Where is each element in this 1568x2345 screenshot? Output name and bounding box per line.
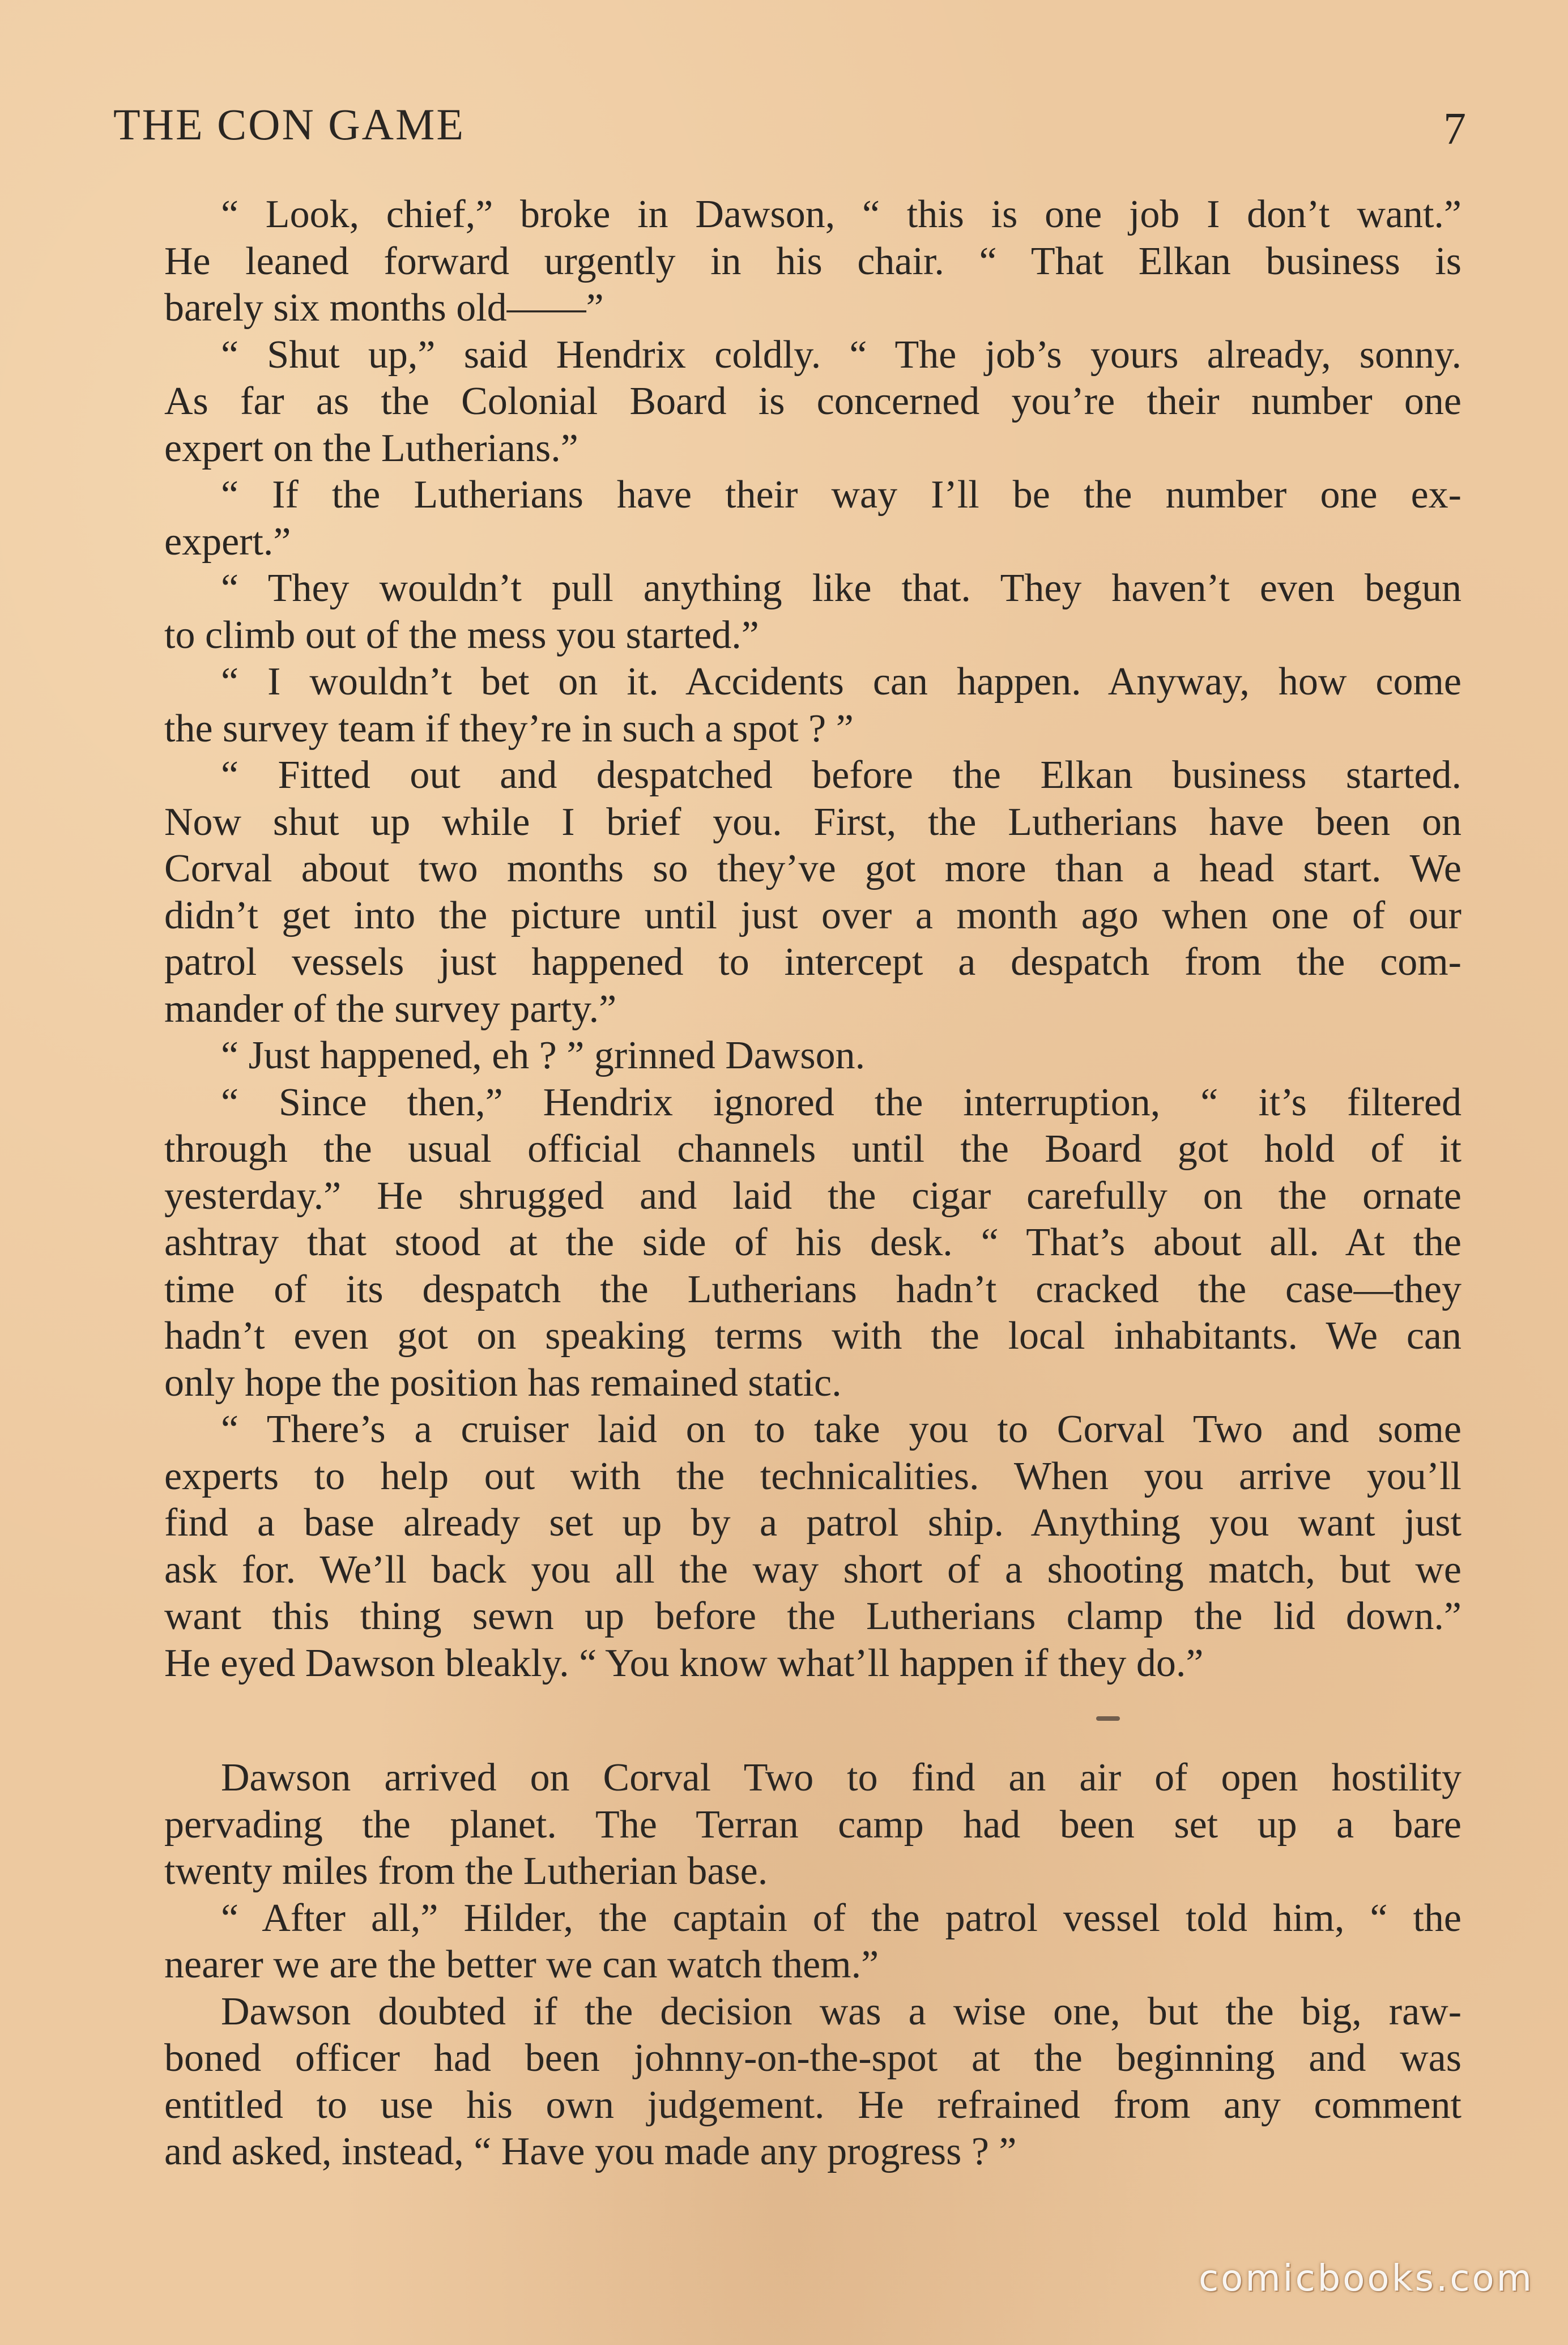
- text-line: “ After all,” Hilder, the captain of the patrol vessel told him, “ the: [221, 1896, 1462, 1940]
- text-line: mander of the survey party.”: [164, 987, 617, 1031]
- text-line: patrol vessels just happened to intercept a despatch from the com-: [164, 940, 1462, 984]
- text-line: pervading the planet. The Terran camp had been set up a bare: [164, 1802, 1462, 1847]
- text-line: to climb out of the mess you started.”: [164, 613, 759, 657]
- paragraph: [108, 1989, 1462, 2176]
- paragraph: [108, 191, 1462, 332]
- text-line: twenty miles from the Lutherian base.: [164, 1849, 768, 1893]
- paragraph: [108, 1755, 1462, 1895]
- text-line: Corval about two months so they’ve got more than a head start. We: [164, 847, 1462, 890]
- text-line: experts to help out with the technicalities. When you arrive you’ll: [164, 1454, 1462, 1498]
- section-break: [108, 1687, 1462, 1755]
- text-line: Now shut up while I brief you. First, the Lutherians have been on: [164, 800, 1462, 844]
- text-line: Dawson doubted if the decision was a wise one, but the big, raw-: [221, 1989, 1462, 2033]
- text-line: expert.”: [164, 519, 291, 564]
- text-line: “ Since then,” Hendrix ignored the interruption, “ it’s filtered: [221, 1080, 1462, 1124]
- text-line: barely six months old——”: [164, 286, 604, 330]
- page-header: [113, 96, 1466, 164]
- text-line: expert on the Lutherians.”: [164, 426, 578, 470]
- text-line: As far as the Colonial Board is concerned you’re their number one: [164, 380, 1462, 423]
- text-line: hadn’t even got on speaking terms with the local inhabitants. We can: [164, 1314, 1462, 1358]
- text-line: ashtray that stood at the side of his desk. “ That’s about all. At the: [164, 1221, 1462, 1264]
- text-line: and asked, instead, “ Have you made any progress ? ”: [164, 2130, 1017, 2173]
- text-line: “ If the Lutherians have their way I’ll be the number one ex-: [221, 473, 1462, 517]
- section-break-mark: [1096, 1716, 1120, 1721]
- text-line: “ Shut up,” said Hendrix coldly. “ The job’s yours already, sonny.: [221, 332, 1462, 377]
- text-line: want this thing sewn up before the Lutherians clamp the lid down.”: [164, 1594, 1462, 1638]
- text-line: find a base already set up by a patrol ship. Anything you want just: [164, 1501, 1462, 1545]
- paragraph: [108, 565, 1462, 659]
- text-line: only hope the position has remained static.: [164, 1361, 842, 1405]
- text-line: “ I wouldn’t bet on it. Accidents can happen. Anyway, how come: [221, 660, 1462, 704]
- text-line: didn’t get into the picture until just over a month ago when one of our: [164, 893, 1462, 937]
- text-line: nearer we are the better we can watch them.”: [164, 1943, 879, 1986]
- paragraph: [108, 659, 1462, 752]
- text-line: through the usual official channels until the Board got hold of it: [164, 1127, 1462, 1171]
- running-head: THE CON GAME: [113, 100, 465, 149]
- text-line: “ Fitted out and despatched before the Elkan business started.: [221, 753, 1462, 797]
- paragraph: [108, 1895, 1462, 1989]
- text-line: boned officer had been johnny-on-the-spot at the beginning and was: [164, 2036, 1462, 2080]
- body-text: [108, 191, 1462, 2176]
- paragraph: [108, 1406, 1462, 1687]
- text-line: time of its despatch the Lutherians hadn’t cracked the case—they: [164, 1267, 1462, 1311]
- paragraph: [108, 472, 1462, 565]
- text-line: ask for. We’ll back you all the way short of a shooting match, but we: [164, 1547, 1462, 1592]
- text-line: Dawson arrived on Corval Two to find an air of open hostility: [221, 1756, 1462, 1800]
- text-line: He leaned forward urgently in his chair. “ That Elkan business is: [164, 239, 1462, 283]
- text-line: “ Just happened, eh ? ” grinned Dawson.: [221, 1034, 866, 1077]
- text-line: the survey team if they’re in such a spot ? ”: [164, 706, 854, 751]
- paragraph: [108, 1080, 1462, 1407]
- text-line: entitled to use his own judgement. He refrained from any comment: [164, 2083, 1462, 2127]
- text-line: yesterday.” He shrugged and laid the cigar carefully on the ornate: [164, 1174, 1462, 1218]
- text-line: “ They wouldn’t pull anything like that. They haven’t even begun: [221, 566, 1462, 610]
- paragraph: [108, 1033, 1462, 1080]
- page-number: 7: [1443, 104, 1466, 154]
- text-line: “ Look, chief,” broke in Dawson, “ this is one job I don’t want.”: [221, 193, 1462, 236]
- text-line: He eyed Dawson bleakly. “ You know what’ll happen if they do.”: [164, 1641, 1204, 1685]
- paragraph: [108, 332, 1462, 472]
- paragraph: [108, 752, 1462, 1033]
- watermark: comicbooks.com: [1198, 2258, 1534, 2300]
- text-line: “ There’s a cruiser laid on to take you to Corval Two and some: [221, 1408, 1462, 1451]
